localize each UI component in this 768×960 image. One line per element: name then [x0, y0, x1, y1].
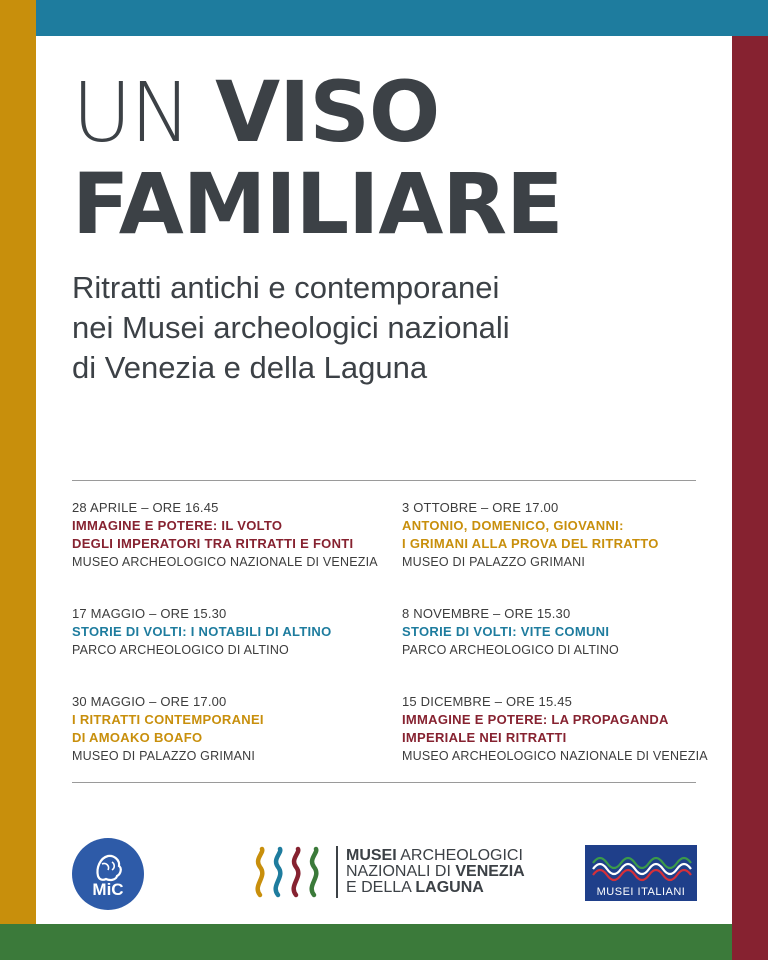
museum-logo-divider: [336, 846, 338, 898]
subtitle-line: di Venezia e della Laguna: [72, 350, 428, 385]
museum-line3-bold: LAGUNA: [415, 879, 484, 896]
musei-italiani-logo: [585, 845, 697, 901]
musei-italiani-label: MUSEI ITALIANI: [596, 886, 686, 898]
museum-line3-rest: E DELLA: [346, 879, 411, 896]
bottom-color-bar: [0, 924, 732, 960]
event-date: 8 NOVEMBRE – ORE 15.30: [402, 606, 571, 621]
event-item: [72, 499, 378, 571]
title-line-2: FAMILIARE: [72, 155, 563, 253]
event-item: [72, 693, 264, 765]
event-place: MUSEO ARCHEOLOGICO NAZIONALE DI VENEZIA: [402, 749, 708, 763]
bottom-divider: [72, 782, 696, 783]
event-title: IMMAGINE E POTERE: IL VOLTO DEGLI IMPERATORI TRA RITRATTI E FONTI: [72, 518, 354, 551]
event-date: 17 MAGGIO – ORE 15.30: [72, 606, 227, 621]
event-item: [72, 605, 332, 659]
event-date: 3 OTTOBRE – ORE 17.00: [402, 500, 559, 515]
subtitle: [72, 268, 692, 388]
event-title: I RITRATTI CONTEMPORANEI DI AMOAKO BOAFO: [72, 712, 264, 745]
event-place: MUSEO DI PALAZZO GRIMANI: [402, 555, 586, 569]
mic-label: MiC: [92, 880, 124, 899]
event-date: 30 MAGGIO – ORE 17.00: [72, 694, 227, 709]
title-light: UN: [72, 66, 190, 161]
museum-line2-rest: NAZIONALI DI: [346, 863, 451, 880]
event-title: STORIE DI VOLTI: VITE COMUNI: [402, 624, 610, 639]
event-title: ANTONIO, DOMENICO, GIOVANNI: I GRIMANI ALLA PROVA DEL RITRATTO: [402, 518, 659, 551]
event-date: 28 APRILE – ORE 16.45: [72, 500, 219, 515]
title-line-1: [72, 63, 440, 161]
event-place: PARCO ARCHEOLOGICO DI ALTINO: [402, 643, 619, 657]
museum-logo-text: [346, 848, 525, 896]
event-item: [402, 693, 708, 765]
mic-logo: [72, 838, 144, 910]
title-bold-1: VISO: [215, 63, 440, 161]
event-place: MUSEO ARCHEOLOGICO NAZIONALE DI VENEZIA: [72, 555, 378, 569]
top-divider: [72, 480, 696, 481]
museum-line1-rest: ARCHEOLOGICI: [400, 847, 523, 864]
musei-italiani-wave-icon: [585, 847, 697, 887]
event-item: [402, 605, 619, 659]
museum-line1-bold: MUSEI: [346, 847, 397, 864]
museum-line2-bold: VENEZIA: [455, 863, 525, 880]
event-item: [402, 499, 659, 571]
event-title: IMMAGINE E POTERE: LA PROPAGANDA IMPERIALE NEI RITRATTI: [402, 712, 669, 745]
left-color-bar: [0, 0, 36, 924]
subtitle-line: nei Musei archeologici nazionali: [72, 310, 510, 345]
event-place: PARCO ARCHEOLOGICO DI ALTINO: [72, 643, 289, 657]
subtitle-line: Ritratti antichi e contemporanei: [72, 270, 500, 305]
event-place: MUSEO DI PALAZZO GRIMANI: [72, 749, 256, 763]
event-title: STORIE DI VOLTI: I NOTABILI DI ALTINO: [72, 624, 332, 639]
top-color-bar: [0, 0, 768, 36]
event-date: 15 DICEMBRE – ORE 15.45: [402, 694, 573, 709]
right-color-bar: [732, 36, 768, 960]
